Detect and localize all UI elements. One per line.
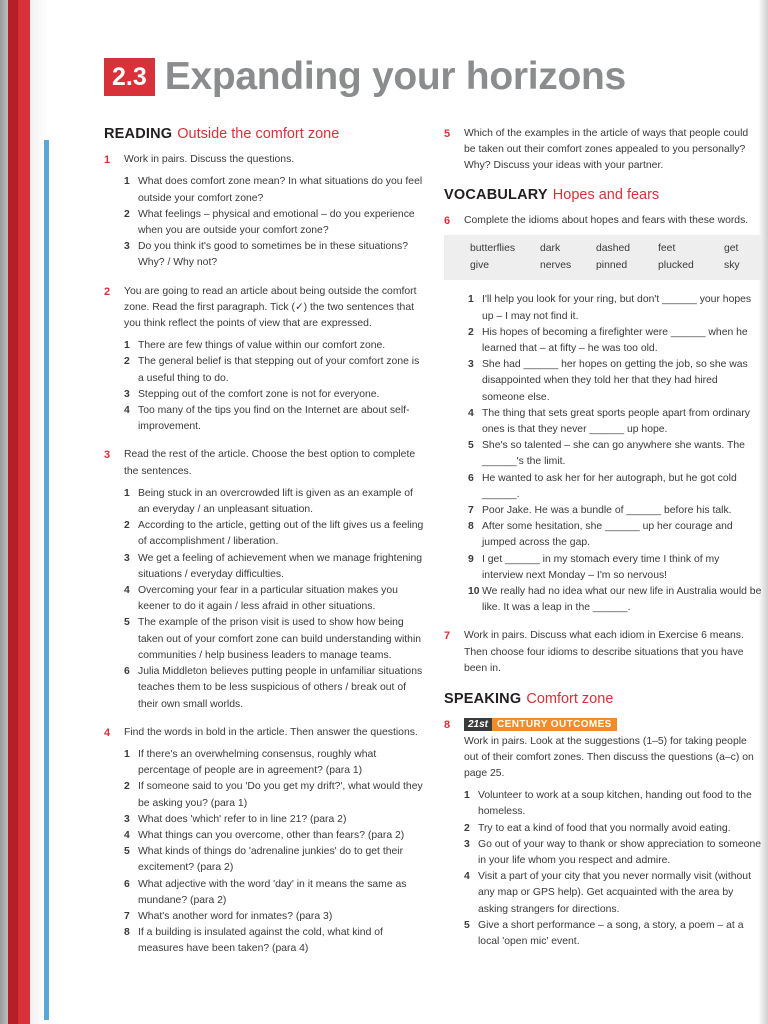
- exercise-number: 2: [104, 285, 111, 298]
- exercise-instruction: Find the words in bold in the article. Then answer the questions.: [124, 726, 418, 738]
- exercise-number: 1: [104, 154, 111, 167]
- item-text: Give a short performance – a song, a story, a poem – at a local 'open mic' event.: [478, 919, 744, 947]
- century-outcomes-badge: CENTURY OUTCOMES: [492, 718, 617, 731]
- 21st-badge: 21st: [464, 718, 492, 731]
- list-item: [124, 174, 424, 206]
- item-text: The general belief is that stepping out of your comfort zone is a useful thing to do.: [138, 356, 420, 384]
- word-option: dashed: [596, 243, 631, 255]
- exercise-6-idioms: [468, 292, 762, 616]
- unit-number: 2.3: [104, 58, 155, 96]
- exercise-4-questions: [124, 747, 424, 958]
- item-text: What does 'which' refer to in line 21? (para 2): [138, 813, 347, 825]
- list-item: [124, 877, 424, 909]
- item-number: 3: [124, 388, 130, 400]
- list-item: [124, 239, 424, 271]
- exercise-1-questions: [124, 174, 424, 271]
- list-item: [124, 828, 424, 844]
- right-column: [444, 126, 762, 962]
- item-number: 1: [124, 748, 130, 760]
- item-text: If there's an overwhelming consensus, roughly what percentage of people are in agreement? (para 1): [138, 748, 377, 777]
- item-number: 5: [124, 846, 130, 858]
- item-text: She's so talented – she can go anywhere she wants. The ______'s the limit.: [482, 440, 745, 468]
- item-number: 4: [124, 405, 130, 417]
- list-item: [468, 438, 762, 470]
- item-text: Stepping out of the comfort zone is not for everyone.: [138, 388, 380, 400]
- list-item: [124, 354, 424, 386]
- exercise-instruction: Which of the examples in the article of ways that people could be taken out their comfort zones appealed to you personally? Why? Discuss your ideas with your partner.: [464, 128, 749, 172]
- item-text: If a building is insulated against the cold, what kind of measures have been taken? (para 4): [138, 927, 383, 955]
- item-text: Overcoming your fear in a particular situation makes you keener to do it again / less afraid in other situations.: [138, 585, 398, 613]
- item-number: 1: [464, 790, 470, 802]
- list-item: [124, 909, 424, 925]
- item-number: 3: [124, 813, 130, 825]
- page-title: Expanding your horizons: [164, 55, 626, 98]
- list-item: [468, 357, 762, 406]
- item-number: 5: [464, 919, 470, 931]
- list-item: [464, 869, 762, 918]
- word-option: pinned: [596, 260, 628, 272]
- exercise-2: [104, 284, 424, 333]
- item-text: There are few things of value within our comfort zone.: [138, 340, 386, 352]
- exercise-instruction: You are going to read an article about being outside the comfort zone. Read the first paragraph. Tick (✓) the two sentences that you think reflect the points of view that are expressed.: [124, 285, 417, 330]
- item-number: 6: [468, 472, 474, 484]
- item-number: 4: [124, 829, 130, 841]
- exercise-6: [444, 213, 762, 229]
- item-text: Being stuck in an overcrowded lift is given as an example of an everyday / an unpleasant situation.: [138, 487, 413, 516]
- list-item: [468, 503, 762, 519]
- exercise-1: [104, 152, 424, 168]
- item-number: 1: [124, 176, 130, 188]
- red-edge-tab-dark: [8, 0, 18, 1024]
- exercise-number: 5: [444, 128, 451, 140]
- word-option: give: [470, 260, 490, 272]
- word-option: plucked: [658, 260, 694, 272]
- item-text: The example of the prison visit is used to show how being taken out of your comfort zone can build understanding within communities / help business leaders to manage teams.: [138, 617, 422, 661]
- item-text: Go out of your way to thank or show appreciation to someone in your life whom you respect and admire.: [478, 838, 762, 866]
- exercise-8: [444, 717, 762, 782]
- word-option: feet: [658, 243, 676, 255]
- list-item: [124, 779, 424, 811]
- item-text: What does comfort zone mean? In what situations do you feel outside your comfort zone?: [138, 176, 423, 204]
- exercise-number: 7: [444, 630, 451, 643]
- item-number: 4: [124, 585, 130, 597]
- item-text: Poor Jake. He was a bundle of ______ before his talk.: [482, 505, 732, 517]
- word-option: nerves: [540, 260, 572, 272]
- item-number: 4: [468, 407, 474, 419]
- item-text: I get ______ in my stomach every time I think of my interview next Monday – I'm so nervous!: [482, 553, 720, 581]
- exercise-5: [444, 126, 762, 175]
- list-item: [464, 918, 762, 950]
- exercise-2-statements: [124, 338, 424, 435]
- item-text: I'll help you look for your ring, but don't ______ your hopes up – I may not find it.: [482, 294, 752, 322]
- list-item: [124, 583, 424, 615]
- list-item: [124, 747, 424, 779]
- item-number: 2: [124, 356, 130, 368]
- item-text: We get a feeling of achievement when we manage frightening situations / everyday difficulties.: [138, 552, 422, 580]
- item-number: 2: [124, 781, 130, 793]
- item-number: 7: [124, 910, 130, 922]
- exercise-instruction: Read the rest of the article. Choose the best option to complete the sentences.: [124, 449, 416, 477]
- exercise-instruction: Complete the idioms about hopes and fears with these words.: [464, 214, 749, 226]
- list-item: [464, 837, 762, 869]
- item-text: Volunteer to work at a soup kitchen, handing out food to the homeless.: [478, 790, 752, 818]
- reading-heading: READING Outside the comfort zone: [104, 126, 340, 142]
- item-text: He wanted to ask her for her autograph, but he got cold ______.: [482, 472, 737, 500]
- list-item: [124, 518, 424, 550]
- list-item: [468, 471, 762, 503]
- item-number: 1: [124, 340, 130, 352]
- item-number: 3: [124, 552, 130, 564]
- list-item: [124, 615, 424, 664]
- list-item: [124, 207, 424, 239]
- item-number: 6: [124, 666, 130, 678]
- item-number: 3: [464, 838, 470, 850]
- exercise-3-sentences: [124, 486, 424, 713]
- item-text: What kinds of things do 'adrenaline junkies' do to get their excitement? (para 2): [138, 846, 404, 874]
- list-item: [124, 844, 424, 876]
- item-number: 4: [464, 871, 470, 883]
- item-number: 3: [468, 359, 474, 371]
- exercise-7: [444, 628, 762, 677]
- list-item: [124, 925, 424, 957]
- item-number: 2: [124, 520, 130, 532]
- exercise-instruction: Work in pairs. Look at the suggestions (1–5) for taking people out of their comfort zones. Then discuss the questions (a–c) on page 25.: [464, 735, 754, 779]
- item-number: 7: [468, 505, 474, 517]
- exercise-number: 4: [104, 726, 111, 739]
- speaking-heading: SPEAKING Comfort zone: [444, 691, 614, 708]
- exercise-8-suggestions: [464, 788, 762, 950]
- word-option: butterflies: [470, 243, 516, 255]
- list-item: [468, 552, 762, 584]
- item-number: 5: [124, 617, 130, 629]
- list-item: [468, 292, 762, 324]
- word-option: sky: [724, 260, 740, 272]
- list-item: [468, 406, 762, 438]
- item-number: 1: [468, 294, 474, 306]
- exercise-instruction: Work in pairs. Discuss what each idiom in Exercise 6 means. Then choose four idioms to describe situations that you have been in.: [464, 630, 744, 674]
- item-text: What feelings – physical and emotional – do you experience when you are outside your comfort zone?: [138, 208, 415, 237]
- list-item: [468, 325, 762, 357]
- list-item: [124, 664, 424, 713]
- list-item: [124, 486, 424, 518]
- vocabulary-heading: VOCABULARY Hopes and fears: [444, 186, 660, 203]
- item-number: 2: [464, 822, 470, 834]
- item-text: If someone said to you 'Do you get my drift?', what would they be asking you? (para 1): [138, 781, 423, 809]
- exercise-instruction: Work in pairs. Discuss the questions.: [124, 154, 295, 166]
- list-item: [468, 584, 762, 616]
- exercise-number: 3: [104, 449, 111, 462]
- item-number: 1: [124, 487, 130, 499]
- item-text: What things can you overcome, other than fears? (para 2): [138, 829, 405, 841]
- exercise-4: [104, 725, 424, 741]
- item-text: What adjective with the word 'day' in it means the same as mundane? (para 2): [138, 878, 407, 906]
- item-number: 2: [124, 208, 130, 220]
- item-text: What's another word for inmates? (para 3): [138, 910, 333, 922]
- item-text: Too many of the tips you find on the Internet are about self-improvement.: [138, 405, 410, 433]
- item-text: She had ______ her hopes on getting the job, so she was disappointed when they told her that they had hired someone else.: [482, 359, 748, 403]
- item-text: After some hesitation, she ______ up her courage and jumped across the gap.: [482, 521, 733, 549]
- item-text: His hopes of becoming a firefighter were ______ when he learned that – at fifty – he was too old.: [482, 326, 748, 355]
- item-number: 8: [124, 927, 130, 939]
- item-text: Julia Middleton believes putting people in unfamiliar situations teaches them to be less suspicious of others / break out of their own small worlds.: [138, 666, 423, 710]
- list-item: [124, 812, 424, 828]
- item-text: The thing that sets great sports people apart from ordinary ones is that they never ______ up hope.: [482, 407, 750, 436]
- item-number: 6: [124, 878, 130, 890]
- exercise-3: [104, 447, 424, 479]
- item-number: 3: [124, 241, 130, 253]
- item-text: Try to eat a kind of food that you normally avoid eating.: [478, 822, 731, 834]
- word-box: [444, 235, 762, 280]
- item-number: 10: [468, 586, 480, 598]
- list-item: [464, 821, 762, 837]
- blue-margin-bar: [44, 140, 49, 1020]
- list-item: [124, 338, 424, 354]
- item-text: We really had no idea what our new life in Australia would be like. It was a leap in the ______.: [482, 586, 762, 614]
- item-number: 8: [468, 521, 474, 533]
- exercise-number: 8: [444, 719, 451, 732]
- list-item: [124, 387, 424, 403]
- item-text: According to the article, getting out of the lift gives us a feeling of accomplishment / liberation.: [138, 520, 424, 548]
- item-number: 5: [468, 440, 474, 452]
- item-number: 9: [468, 553, 474, 565]
- list-item: [464, 788, 762, 820]
- item-text: Visit a part of your city that you never normally visit (without any map or GPS help). Get acquainted with the area by asking strangers for directions.: [478, 871, 751, 915]
- page-header: [104, 55, 626, 99]
- list-item: [124, 403, 424, 435]
- list-item: [124, 551, 424, 583]
- exercise-number: 6: [444, 214, 451, 227]
- word-option: dark: [540, 243, 561, 255]
- item-number: 2: [468, 326, 474, 338]
- item-text: Do you think it's good to sometimes be in these situations? Why? / Why not?: [138, 241, 408, 269]
- left-column: [104, 126, 424, 970]
- word-option: get: [724, 243, 739, 255]
- list-item: [468, 519, 762, 551]
